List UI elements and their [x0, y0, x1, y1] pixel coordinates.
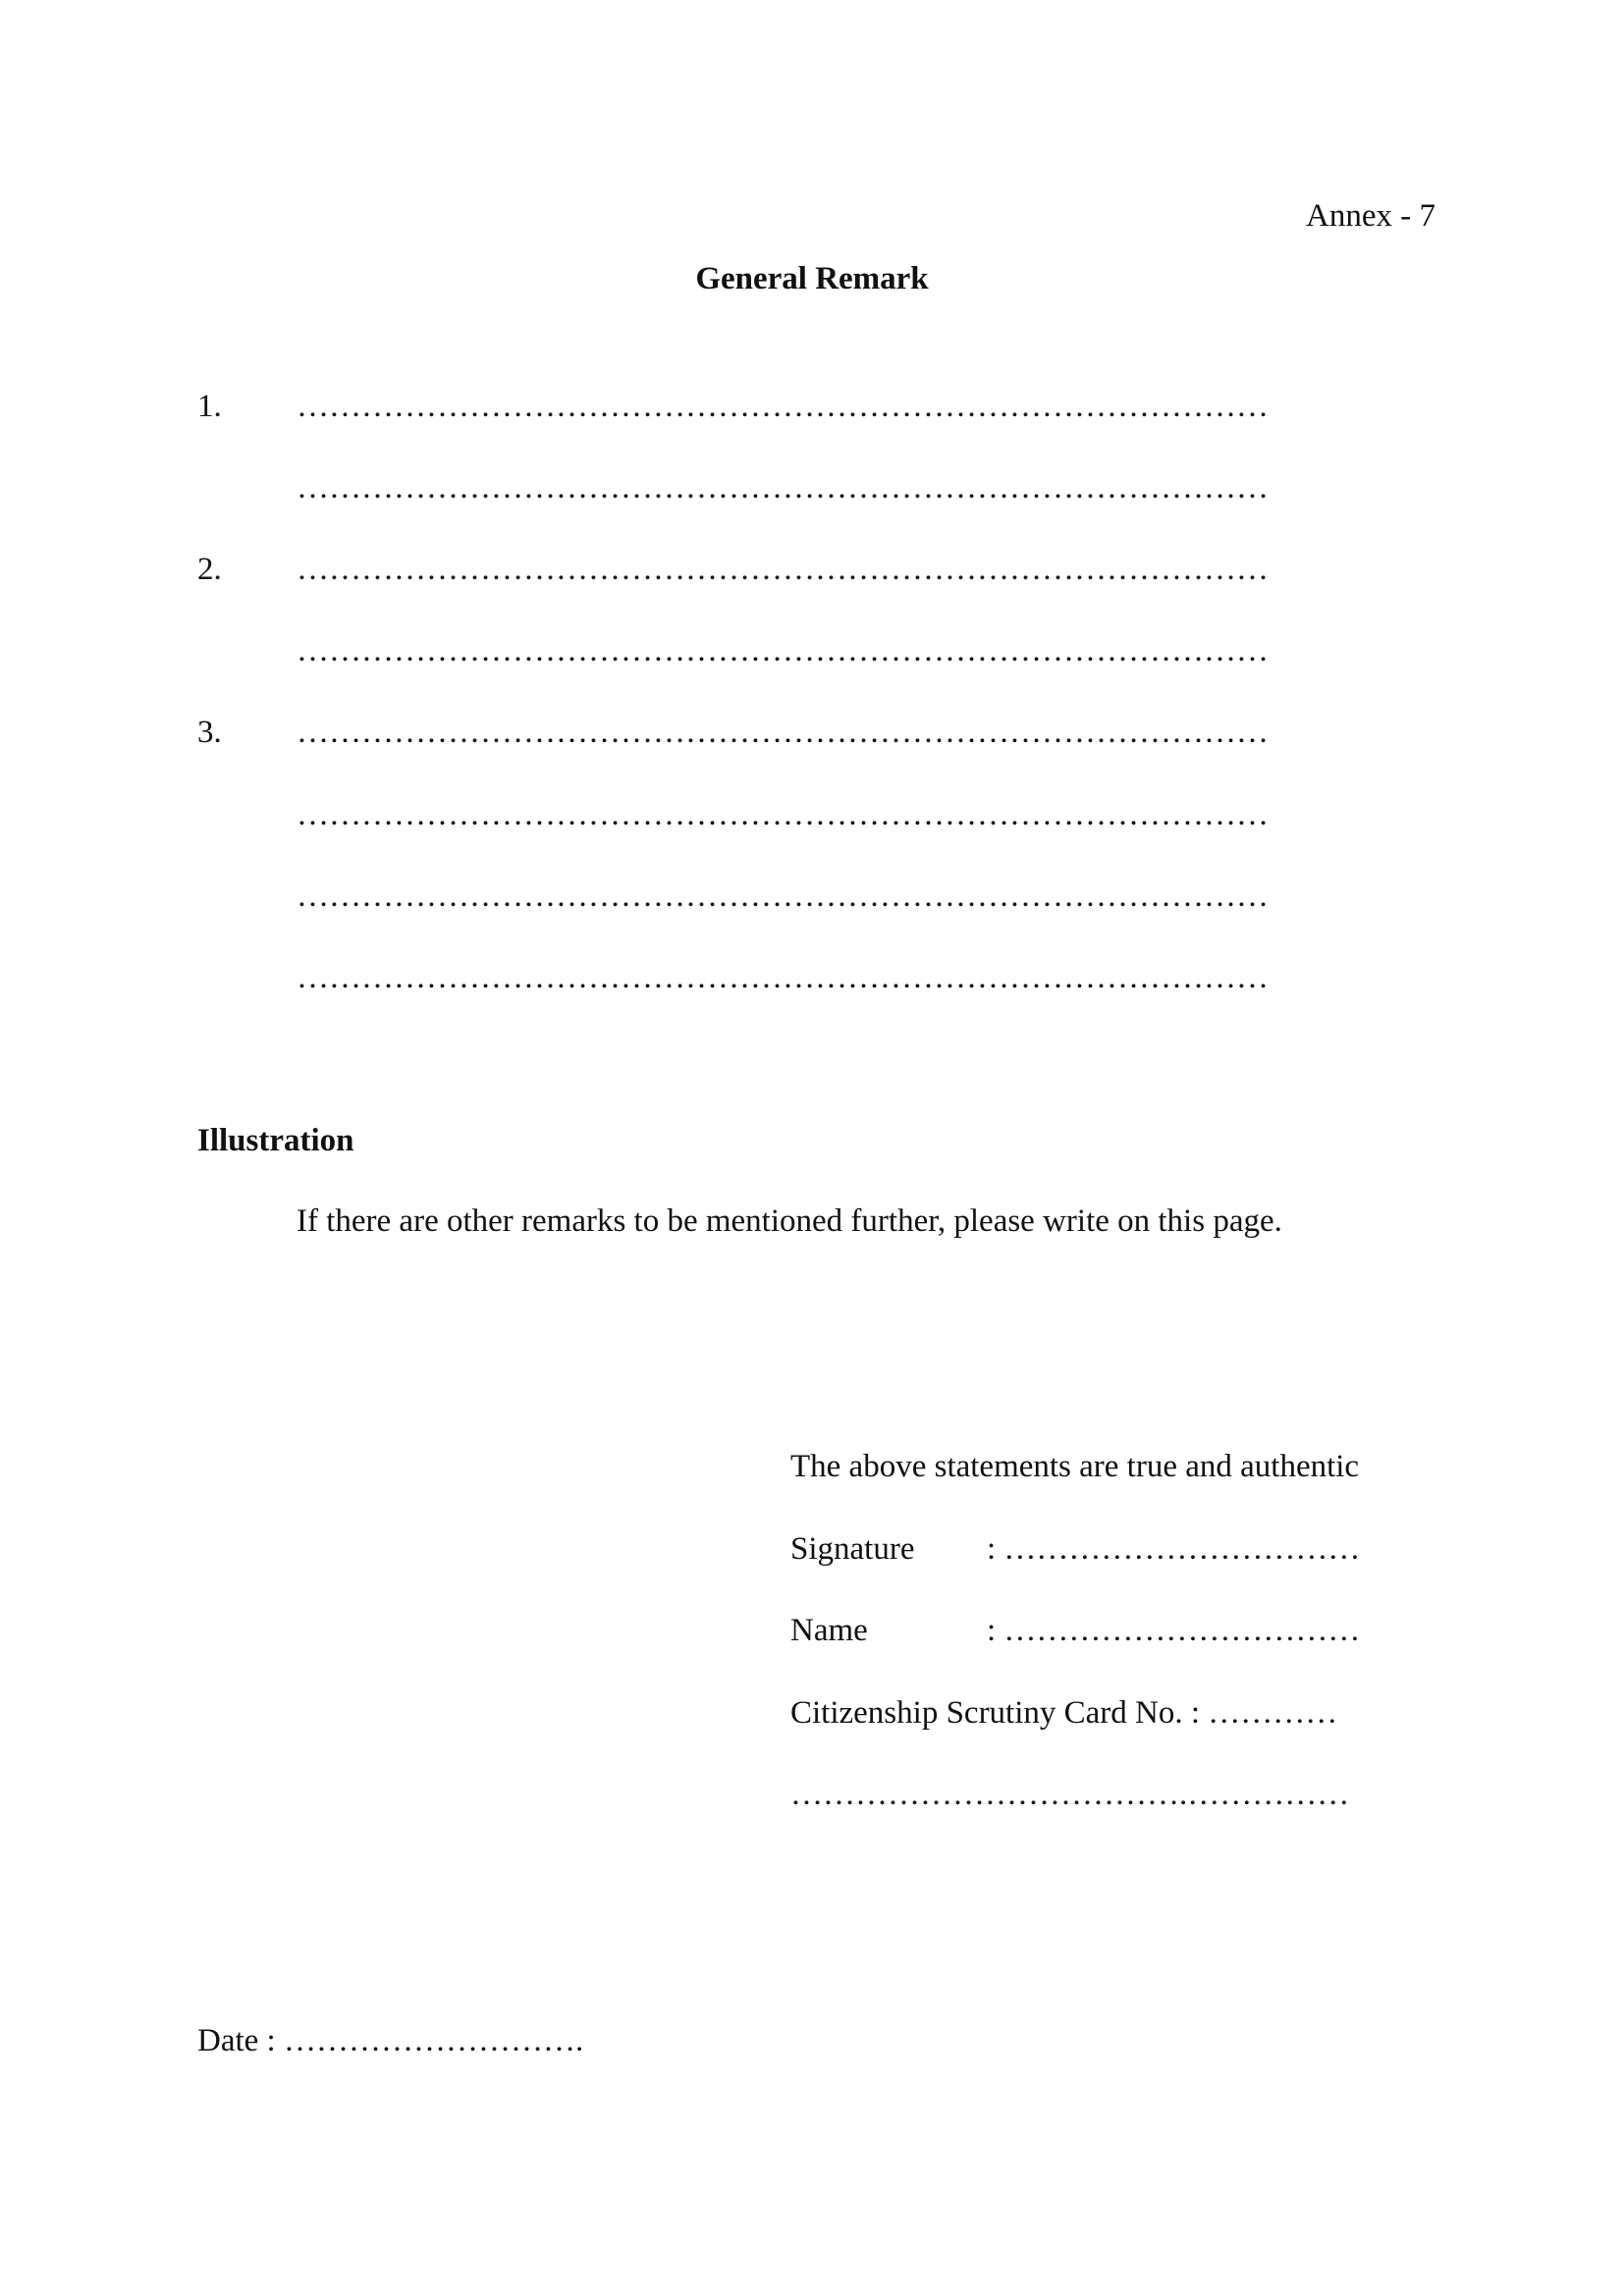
signature-field[interactable]: : ……………………………	[987, 1531, 1361, 1567]
citizenship-card-continuation[interactable]: ……………………………….……………	[790, 1777, 1350, 1812]
remark-1-line-1[interactable]: ………………………………………………………………………………	[297, 389, 1269, 424]
illustration-heading: Illustration	[197, 1123, 354, 1158]
remark-3-line-1[interactable]: ………………………………………………………………………………	[297, 715, 1269, 750]
citizenship-card-field[interactable]: Citizenship Scrutiny Card No. : …………	[790, 1695, 1338, 1731]
illustration-text: If there are other remarks to be mentioned further, please write on this page.	[297, 1203, 1282, 1239]
remark-number-3: 3.	[197, 715, 222, 750]
remark-1-line-2[interactable]: ………………………………………………………………………………	[297, 470, 1269, 506]
page-title: General Remark	[695, 261, 929, 296]
name-field[interactable]: : ……………………………	[987, 1613, 1361, 1648]
annex-label: Annex - 7	[1306, 198, 1435, 234]
signature-label: Signature	[790, 1531, 915, 1567]
remark-3-line-2[interactable]: ………………………………………………………………………………	[297, 797, 1269, 832]
remark-number-1: 1.	[197, 389, 222, 424]
name-row	[790, 1615, 1360, 1647]
declaration-statement: The above statements are true and authentic	[790, 1449, 1360, 1484]
date-field[interactable]: Date : ……………………….	[197, 2023, 584, 2058]
remark-3-line-3[interactable]: ………………………………………………………………………………	[297, 879, 1269, 914]
remark-3-line-4[interactable]: ………………………………………………………………………………	[297, 960, 1269, 995]
name-label: Name	[790, 1613, 868, 1648]
remark-2-line-2[interactable]: ………………………………………………………………………………	[297, 633, 1269, 668]
remark-number-2: 2.	[197, 552, 222, 587]
signature-row	[790, 1533, 1360, 1566]
remark-2-line-1[interactable]: ………………………………………………………………………………	[297, 552, 1269, 587]
